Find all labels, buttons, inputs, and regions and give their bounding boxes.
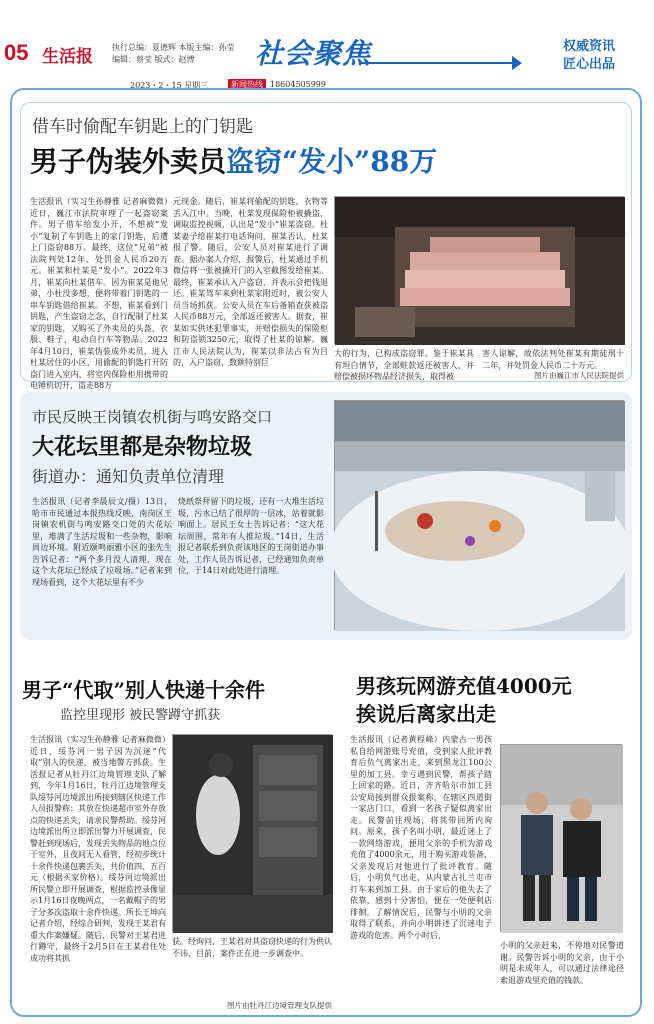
staff-line-2: 编辑：蔡莹 版式：赵博 xyxy=(112,55,195,64)
story3-headline: 男子“代取”别人快递十余件 xyxy=(22,678,266,702)
arrow-line xyxy=(360,62,518,64)
page-number: 05 xyxy=(4,40,29,65)
story4-headline-line-1: 男孩玩网游充值4000元 xyxy=(356,674,572,698)
story2-kicker: 市民反映王岗镇农机街与鸣安路交口 xyxy=(32,408,273,426)
staff-line-1: 执行总编：夏德辉 本版主编：孙莹 xyxy=(112,43,235,52)
section-title: 社会聚焦 xyxy=(255,37,372,70)
story2-photo xyxy=(334,400,624,630)
story4-column-2: 小明的父亲赶来，不停地对民警道谢。民警告诉小明的父亲，由于小明是未成年人，可以通过法律途径索退游戏里充值的钱款。 xyxy=(500,941,624,985)
story3-column-2: 获。经询问，王某君对其盗窃快递的行为供认不讳，目前，案件正在进一步调查中。 xyxy=(172,937,332,958)
story4-photo xyxy=(500,744,622,932)
slogan-line-1: 权威资讯 xyxy=(562,39,615,54)
story2-subhead: 街道办：通知负责单位清理 xyxy=(32,467,225,486)
newspaper-brand: 生活报 xyxy=(42,47,93,67)
issue-date: 2023・2・15 星期三 xyxy=(130,81,209,90)
story4-column-1: 生活报讯（记者黄程峰）内蒙古一男孩私自给网游账号充值，受到家人批评教育后负气离家出走，来到黑龙江100公里的加工县。幸亏遇到民警，帮孩子踏上回家的路。近日，齐齐哈尔市加工县公安局接到群众报案称，在辖区四道街一家店门口，看到一名孩子疑似离家出走。民警前往现场，将其带回所内询问。原来，孩子名叫小明，最近迷上了一款网络游戏，便用父亲的手机为游戏充值了4000余元，用于购买游戏装备，父亲发现后对他进行了批评教育。随后，小明负气出走，从内蒙古扎兰屯市打车来到加工县。由于家后的他失去了依靠，感到十分害怕，便在一处便利店徘徊。了解情况后，民警与小明的父亲取得了联系，并向小明讲述了沉迷电子游戏的危害。两个小时后， xyxy=(350,735,492,940)
hotline-label: 新闻热线 xyxy=(228,79,266,90)
story1-column-2: 元现金。随后，崔某将偷配的钥匙、衣物等丢入江中。当晚，杜某发现保险柜被撬盗，调取监控视频，认出是“发小”崔某盗窃。杜某妻子给崔某打电话询问，崔某否认，杜某报了警。随后，公安人员对崔某进行了调查。据办案人介绍，报警后，杜某通过手机微信将一张被撬开门的入室截图发给崔某。最终，崔某承认入户盗窃，并表示会把钱退还。崔某驾车来到杜某家附近时，被公安人员当场抓获。公安人员在车后备箱查获被盗人民币88万元，全部返还被害人。据查，崔某如实供述犯罪事实，并赔偿损失的保险柜和防盗锁3250元，取得了杜某的谅解。巍江市人民法院认为，崔某以非法占有为目的，入户盗窃，数额特别巨 xyxy=(173,197,328,367)
hotline-number: 18604505999 xyxy=(270,80,326,89)
story1-photo xyxy=(334,196,624,344)
story1-credit: 图片由巍江市人民法院提供 xyxy=(534,371,624,380)
story2-column-1: 生活报讯（记者李晨辰文/摄）13日，哈市市民通过本报热线反映，南岗区王岗镇农机街与鸣安路交口处的大花坛里，堆满了生活垃圾和一些杂物，影响周边环境。附近颐鸣丽雅小区的张先生告诉记者：“两个多月没人清理，现在这个大花坛已经成了垃圾场。”记者来到现场看到，这个大花坛里有不少 xyxy=(32,497,172,587)
story1-headline xyxy=(30,140,437,180)
story2-column-2: 烧纸祭拜留下的垃圾，还有一大堆生活垃圾，污水已结了很厚的一层冰，站着就影响面上。居民王女士告诉记者：“这大花坛周围，常年有人推垃圾。”14日，生活报记者联系到负责该地区的王岗街道办事处，工作人员告诉记者，已经通知负责单位，于14日对此处进行清理。 xyxy=(178,497,324,575)
arrow-right-icon xyxy=(512,56,522,70)
story1-column-1: 生活报讯（实习生孙静雅 记者麻微微）近日，巍江市法院审理了一起盗窃案件。男子借车给发小开，不想被“发小”复制了车钥匙上的家门钥匙，后遭上门盗窃88万。最终，这位“兄弟”被法院判处12年、处罚金人民币20万元。崔某和杜某是“发小”。2022年3月，崔某向杜某借车。因为崔某是他兄弟，小杜没多想，便将带着门钥匙的一串车钥匙借给崔某。不想，崔某看到门钥匙，产生盗窃之念，自行配制了杜某家的钥匙，又购买了外卖员的头盔、衣服、鞋子、电动自行车等物品。2022年4月10日，崔某伪装成外卖员，进入杜某居住的小区，用偷配的钥匙打开防盗门进入室内，将室内保险柜用携带的电锤机切开，盗走88万 xyxy=(30,197,168,390)
story1-column-3: 大的行为，已构成盗窃罪。鉴于崔某具有坦白情节，全部赃款返还被害人，并赔偿被损坏物品经济损失，取得被 xyxy=(334,349,474,381)
story1-column-4: 害人谅解，故依法判处崔某有期徒刑十二年，并处罚金人民币二十万元。 xyxy=(482,349,624,370)
snowy-flowerbed-photo xyxy=(335,401,625,631)
story3-photo xyxy=(172,734,332,932)
story3-credit: 图片由牡丹江边境管理支队提供 xyxy=(227,1001,332,1010)
story1-headline-b: 盗窃“发小”88万 xyxy=(226,145,438,178)
staff-credits xyxy=(112,42,252,66)
story4-headline xyxy=(356,672,572,728)
story2-headline: 大花坛里都是杂物垃圾 xyxy=(32,434,253,460)
story1-headline-a: 男子伪装外卖员 xyxy=(30,145,227,178)
slogan xyxy=(530,38,648,74)
story1-kicker: 借车时偷配车钥匙上的门钥匙 xyxy=(32,117,253,137)
story3-column-1: 生活报讯（实习生孙静雅 记者麻微微）近日，绥芬河一男子因为沉迷“代取”别人的快递，被当地警方抓获。生活报记者从牡丹江边境管理支队了解到，今年1月16日，牡丹江边境管理支队绥芬河边境派出所接到辖区快递工作人员报警称：其放在快递超市室外存放点的快递丢失，请求民警帮助。绥芬河边境派出所立即派出警力开展调查，民警赶到现场后，发现丢失物品的地点位于室外，且夜间无人看管，经初步统计十余件快递包裹丢失，共价值四、五百元（根据买家价格）。绥芬河边境派出所民警立即开展调查，根据监控录像显示1月16日夜晚两点，一名戴帽子的男子分多次盗取十余件快递。所长王坤向记者介绍，经综合研判，发现王某君有重大作案嫌疑。随后，民警对王某君进行蹲守，最终于2月5日在王某君住处成功将其抓 xyxy=(30,735,166,963)
story4-headline-line-2: 挨说后离家出走 xyxy=(356,702,496,726)
cash-stack-photo xyxy=(335,197,625,345)
story3-subhead: 监控里现形 被民警蹲守抓获 xyxy=(60,708,221,723)
slogan-line-2: 匠心出品 xyxy=(562,57,615,72)
surveillance-photo xyxy=(173,735,333,933)
police-and-boy-photo xyxy=(501,745,623,933)
